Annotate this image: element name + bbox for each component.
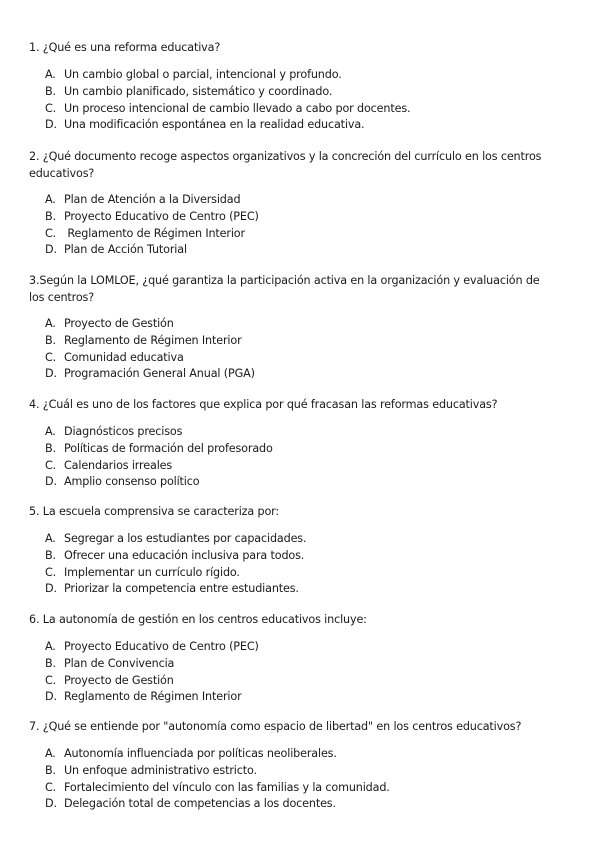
option-text: Priorizar la competencia entre estudiantes. bbox=[64, 582, 299, 596]
option-text: Un proceso intencional de cambio llevado a cabo por docentes. bbox=[64, 101, 411, 115]
question-5-options bbox=[45, 531, 565, 598]
option-text: Un cambio global o parcial, intencional y profundo. bbox=[64, 68, 342, 81]
option-text: Plan de Acción Tutorial bbox=[64, 243, 187, 257]
option-4c bbox=[45, 458, 565, 475]
option-text: Diagnósticos precisos bbox=[64, 425, 183, 438]
option-text: Proyecto Educativo de Centro (PEC) bbox=[64, 640, 259, 653]
option-text: Proyecto de Gestión bbox=[64, 317, 174, 330]
option-6b bbox=[45, 656, 565, 673]
option-text: Reglamento de Régimen Interior bbox=[64, 226, 245, 240]
option-letter: D. bbox=[45, 582, 57, 596]
option-text: Comunidad educativa bbox=[64, 350, 184, 364]
option-4a bbox=[45, 424, 565, 441]
question-4: 4. ¿Cuál es uno de los factores que explica por qué fracasan las reformas educativas? bbox=[29, 398, 498, 411]
option-letter: B. bbox=[45, 333, 56, 347]
question-3-options bbox=[45, 316, 565, 383]
option-letter: C. bbox=[45, 350, 57, 364]
question-5: 5. La escuela comprensiva se caracteriza por: bbox=[29, 505, 280, 518]
option-text: Calendarios irreales bbox=[64, 458, 173, 472]
option-2d bbox=[45, 242, 565, 259]
option-6a bbox=[45, 639, 565, 656]
option-letter: A. bbox=[45, 317, 56, 330]
option-5d bbox=[45, 581, 565, 598]
question-7: 7. ¿Qué se entiende por "autonomía como espacio de libertad" en los centros educativos? bbox=[29, 720, 522, 733]
option-text: Amplio consenso político bbox=[64, 475, 200, 489]
option-letter: A. bbox=[45, 68, 56, 81]
question-2: 2. ¿Qué documento recoge aspectos organizativos y la concreción del currículo en los centros educativos? bbox=[29, 150, 542, 180]
option-text: Segregar a los estudiantes por capacidades. bbox=[64, 532, 307, 545]
option-letter: C. bbox=[45, 565, 57, 579]
option-letter: B. bbox=[45, 548, 56, 562]
option-letter: D. bbox=[45, 690, 57, 704]
option-1c bbox=[45, 101, 565, 118]
option-3c bbox=[45, 350, 565, 367]
option-6d bbox=[45, 689, 565, 706]
option-1d bbox=[45, 117, 565, 134]
option-letter: D. bbox=[45, 118, 57, 132]
option-2b bbox=[45, 209, 565, 226]
question-4-options bbox=[45, 424, 565, 491]
option-7a bbox=[45, 746, 565, 763]
question-1-options bbox=[45, 67, 565, 134]
option-letter: D. bbox=[45, 475, 57, 489]
option-text: Fortalecimiento del vínculo con las familias y la comunidad. bbox=[64, 780, 390, 794]
option-letter: A. bbox=[45, 640, 56, 653]
question-1: 1. ¿Qué es una reforma educativa? bbox=[29, 41, 221, 54]
option-letter: B. bbox=[45, 441, 56, 455]
question-2-options bbox=[45, 192, 565, 259]
option-7b bbox=[45, 763, 565, 780]
option-text: Implementar un currículo rígido. bbox=[64, 565, 240, 579]
option-1a bbox=[45, 67, 565, 84]
option-text: Un enfoque administrativo estricto. bbox=[64, 763, 257, 777]
option-letter: C. bbox=[45, 780, 57, 794]
option-letter: B. bbox=[45, 656, 56, 670]
option-letter: A. bbox=[45, 747, 56, 760]
option-text: Una modificación espontánea en la realidad educativa. bbox=[64, 118, 365, 132]
option-letter: D. bbox=[45, 367, 57, 381]
option-7c bbox=[45, 780, 565, 797]
option-text: Reglamento de Régimen Interior bbox=[64, 690, 242, 704]
option-text: Un cambio planificado, sistemático y coordinado. bbox=[64, 84, 333, 98]
option-text: Plan de Convivencia bbox=[64, 656, 175, 670]
option-text: Proyecto Educativo de Centro (PEC) bbox=[64, 209, 259, 223]
option-4d bbox=[45, 474, 565, 491]
option-5c bbox=[45, 565, 565, 582]
option-letter: C. bbox=[45, 101, 57, 115]
option-letter: B. bbox=[45, 209, 56, 223]
option-7d bbox=[45, 796, 565, 813]
option-text: Delegación total de competencias a los docentes. bbox=[64, 797, 336, 811]
option-5a bbox=[45, 531, 565, 548]
option-text: Autonomía influenciada por políticas neoliberales. bbox=[64, 747, 337, 760]
question-3: 3.Según la LOMLOE, ¿qué garantiza la participación activa en la organización y evaluación de los centros? bbox=[29, 274, 540, 304]
option-letter: A. bbox=[45, 532, 56, 545]
option-4b bbox=[45, 441, 565, 458]
option-2a bbox=[45, 192, 565, 209]
option-6c bbox=[45, 673, 565, 690]
option-3d bbox=[45, 366, 565, 383]
question-6-options bbox=[45, 639, 565, 706]
option-letter: A. bbox=[45, 193, 56, 206]
option-letter: A. bbox=[45, 425, 56, 438]
option-letter: C. bbox=[45, 673, 57, 687]
option-letter: B. bbox=[45, 763, 56, 777]
option-letter: D. bbox=[45, 797, 57, 811]
option-text: Proyecto de Gestión bbox=[64, 673, 174, 687]
option-3b bbox=[45, 333, 565, 350]
option-1b bbox=[45, 84, 565, 101]
option-text: Reglamento de Régimen Interior bbox=[64, 333, 242, 347]
option-letter: D. bbox=[45, 243, 57, 257]
option-text: Programación General Anual (PGA) bbox=[64, 367, 255, 381]
question-6: 6. La autonomía de gestión en los centros educativos incluye: bbox=[29, 613, 367, 626]
question-7-options bbox=[45, 746, 565, 813]
option-letter: C. bbox=[45, 226, 57, 240]
option-text: Políticas de formación del profesorado bbox=[64, 441, 273, 455]
option-2c bbox=[45, 226, 565, 243]
option-5b bbox=[45, 548, 565, 565]
option-text: Plan de Atención a la Diversidad bbox=[64, 193, 241, 206]
option-letter: B. bbox=[45, 84, 56, 98]
option-3a bbox=[45, 316, 565, 333]
option-letter: C. bbox=[45, 458, 57, 472]
option-text: Ofrecer una educación inclusiva para todos. bbox=[64, 548, 305, 562]
